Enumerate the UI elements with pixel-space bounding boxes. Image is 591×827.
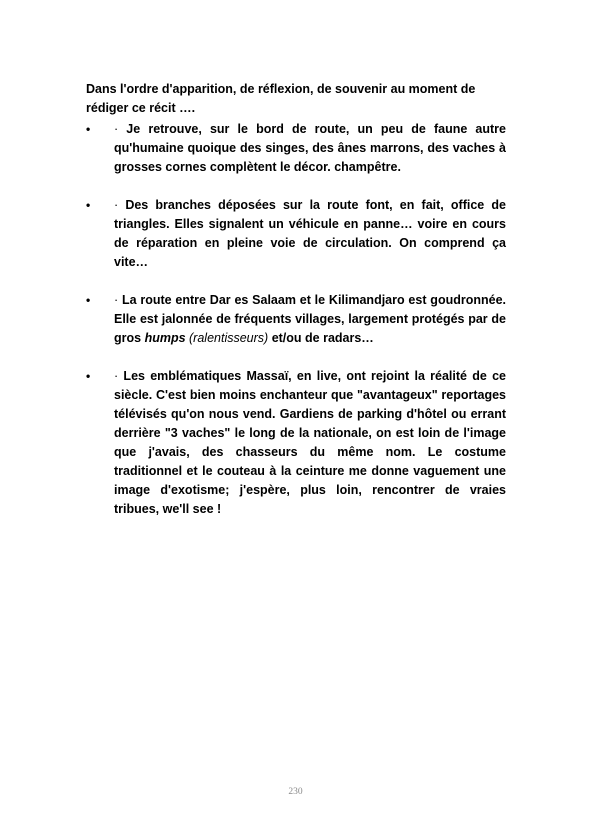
bullet-icon: •: [86, 293, 91, 307]
emphasized-term: humps: [144, 331, 186, 345]
list-item: [86, 367, 506, 519]
middle-dot-mark: ·: [114, 369, 119, 383]
middle-dot-mark: ·: [114, 198, 119, 212]
list-item-text: Je retrouve, sur le bord de route, un peu de faune autre qu'humaine quoique des singes, des ânes marrons, des vaches à grosses cornes complètent le décor. champêtre.: [114, 122, 506, 174]
intro-paragraph: Dans l'ordre d'apparition, de réflexion, de souvenir au moment de rédiger ce récit ….: [86, 81, 476, 115]
list-item-text: Les emblématiques Massaï, en live, ont rejoint la réalité de ce siècle. C'est bien moins enchanteur que "avantageux" reportages télévisés qu'on nous vend. Gardiens de parking d'hôtel ou errant derrière "3 vaches" le long de la nationale, on est loin de l'image que j'avais, des chasseurs du même nom. Le costume traditionnel et le couteau à la ceinture me donne vaguement une image d'exotisme; j'espère, plus loin, rencontrer de vraies tribues, we'll see !: [114, 369, 506, 516]
bullet-icon: •: [86, 122, 91, 136]
bullet-icon: •: [86, 198, 91, 212]
list-item-text: Des branches déposées sur la route font, en fait, office de triangles. Elles signalent un véhicule en panne… voire en cours de réparation en pleine voie de circulation. On comprend ça vite…: [114, 198, 506, 269]
parenthetical-note: (ralentisseurs): [185, 331, 269, 345]
list-item: [86, 120, 506, 177]
list-item: [86, 291, 506, 348]
middle-dot-mark: ·: [114, 293, 119, 307]
list-item: [86, 196, 506, 272]
list-item-text: La route entre Dar es Salaam et le Kilimandjaro est goudronnée. Elle est jalonnée de fréquents villages, largement protégés par de gros: [114, 293, 506, 345]
middle-dot-mark: ·: [114, 122, 119, 136]
page-number: 230: [288, 787, 303, 797]
bullet-list: [86, 120, 506, 519]
list-item-text-end: et/ou de radars…: [268, 331, 374, 345]
bullet-icon: •: [86, 369, 91, 383]
